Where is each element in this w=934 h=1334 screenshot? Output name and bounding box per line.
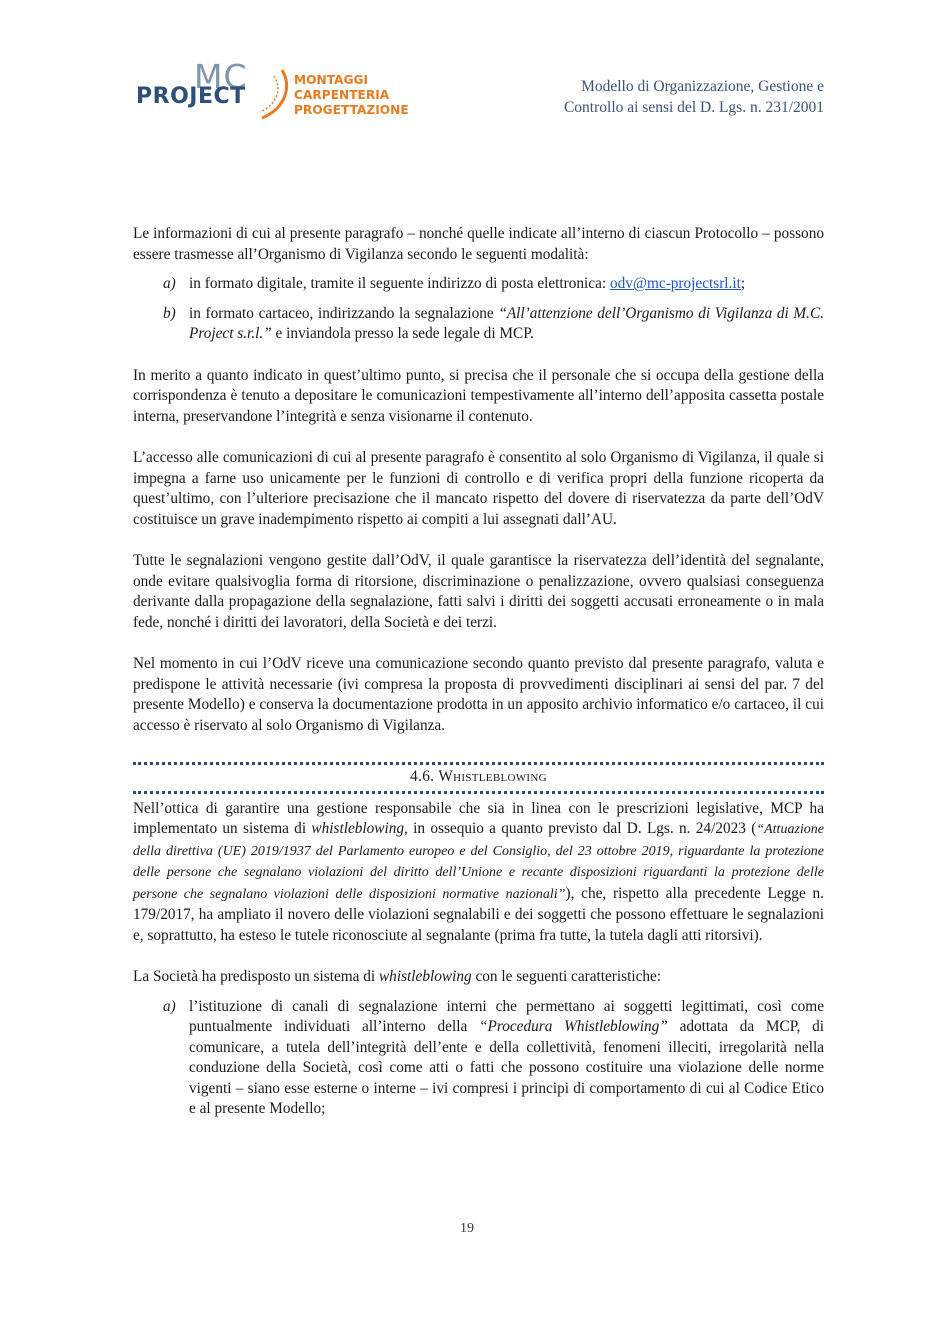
list-marker: b)	[163, 304, 176, 322]
page-number: 19	[460, 1221, 474, 1236]
section-title-text: Whistleblowing	[438, 768, 547, 785]
logo-mc-text: MC	[194, 57, 248, 96]
document-title-line: Controllo ai sensi del D. Lgs. n. 231/2001	[563, 99, 824, 116]
paragraph	[133, 967, 824, 988]
list-item-text: adottata da MCP, di comunicare, a tutela dell’integrità dell’ente e della collettività, fenomeni illeciti, irregolarità nella conduzione della Società, così come atti o fatti che possono costituire una violazione delle norme vigenti – siano esse esterne o interne – ivi compresi i principi di comportamento di cui al Codice Etico e al presente Modello;	[189, 1018, 825, 1117]
paragraph-text: ), che, rispetto alla precedente Legge n. 179/2017, ha ampliato il novero delle violazioni segnalabili e dei soggetti che possono effettuare le segnalazioni e, soprattutto, ha esteso le tutele riconosciute al segnalante (prima fra tutte, la tutela dagli atti ritorsivi).	[133, 884, 824, 944]
list-item-text: ;	[740, 275, 746, 292]
list-item-text: in formato digitale, tramite il seguente indirizzo di posta elettronica:	[189, 275, 610, 292]
paragraph: L’accesso alle comunicazioni di cui al presente paragrafo è consentito al solo Organismo di Vigilanza, il quale si impegna a farne uso unicamente per le funzioni di controllo e di verifica propri della funzione ricoperta da quest’ultimo, con l’ulteriore precisazione che il mancato rispetto del dovere di riservatezza da parte dell’OdV costituisce un grave inadempimento rispetto ai compiti a lui assegnati dall’AU.	[133, 449, 824, 528]
list-item-text: l’istituzione di canali di segnalazione interni che permettano ai soggetti legittimati, così come puntualmente individuati all’interno della	[189, 997, 824, 1035]
paragraph-text: con le seguenti caratteristiche:	[471, 968, 662, 985]
logo-flourish-icon	[258, 68, 292, 120]
paragraph-italic: “Attuazione della direttiva (UE) 2019/1937 del Parlamento europeo e del Consiglio, del 23 ottobre 2019, riguardante la protezione delle persone che segnalano violazioni del diritto dell’Unione e recante disposizioni riguardanti la protezione delle persone che segnalano violazioni delle disposizioni normative nazionali”	[133, 822, 824, 902]
paragraph: In merito a quanto indicato in quest’ultimo punto, si precisa che il personale che si occupa della gestione della corrispondenza è tenuto a depositare le comunicazioni tempestivamente all’interno dell’apposita cassetta postale interna, preservandone l’integrità e senza visionarne il contenuto.	[133, 366, 824, 425]
list-item	[133, 274, 824, 295]
list-item-text: e inviandola presso la sede legale di MCP.	[271, 325, 534, 342]
list-item-text: in formato cartaceo, indirizzando la segnalazione	[189, 304, 499, 322]
section-title	[133, 765, 824, 791]
section-number: 4.6.	[410, 768, 435, 785]
paragraph-text: , in ossequio a quanto previsto dal D. Lgs. n. 24/2023 (	[404, 820, 757, 837]
list-item-italic: “All’attenzione dell’Organismo di Vigilanza di M.C. Project s.r.l.”	[189, 304, 824, 342]
list-item	[133, 997, 824, 1120]
email-link[interactable]: odv@mc-projectsrl.it	[609, 275, 741, 292]
paragraph-text: La Società ha predisposto un sistema di	[133, 968, 379, 985]
list-marker: a)	[163, 275, 176, 292]
page-body	[133, 224, 824, 1120]
paragraph	[133, 799, 824, 947]
paragraph: Le informazioni di cui al presente paragrafo – nonché quelle indicate all’interno di ciascun Protocollo – possono essere trasmesse all’Organismo di Vigilanza secondo le seguenti modalità:	[133, 225, 824, 263]
document-title	[564, 76, 824, 118]
logo-tagline	[294, 73, 409, 118]
section-heading	[133, 762, 824, 794]
logo-project-text: PROJECT	[136, 84, 246, 109]
paragraph-italic: whistleblowing	[311, 820, 405, 837]
logo-tagline-line: MONTAGGI	[294, 73, 369, 87]
paragraph: Tutte le segnalazioni vengono gestite dall’OdV, il quale garantisce la riservatezza dell’identità del segnalante, onde evitare qualsivoglia forma di ritorsione, discriminazione o penalizzazione, ovvero qualsiasi conseguenza derivante dalla propagazione della segnalazione, fatti salvi i diritti dei soggetti accusati erroneamente o in mala fede, nonché i diritti dei lavoratori, della Società e dei terzi.	[133, 552, 824, 631]
list-item	[133, 304, 824, 345]
list-item-italic: “Procedura Whistleblowing”	[479, 1018, 668, 1035]
logo-tagline-line: PROGETTAZIONE	[294, 103, 409, 117]
document-title-line: Modello di Organizzazione, Gestione e	[581, 78, 824, 95]
paragraph: Nel momento in cui l’OdV riceve una comunicazione secondo quanto previsto dal presente paragrafo, valuta e predispone le attività necessarie (ivi compresa la proposta di provvedimenti disciplinari ai sensi del par. 7 del presente Modello) e conserva la documentazione prodotta in un apposito archivio informatico e/o cartaceo, il cui accesso è riservato al solo Organismo di Vigilanza.	[133, 655, 824, 734]
list-marker: a)	[163, 997, 176, 1015]
logo-tagline-line: CARPENTERIA	[294, 88, 390, 102]
paragraph-text: Nell’ottica di garantire una gestione responsabile che sia in linea con le prescrizioni legislative, MCP ha implementato un sistema di	[133, 799, 824, 837]
paragraph-italic: whistleblowing	[378, 968, 472, 985]
company-logo	[136, 57, 409, 122]
